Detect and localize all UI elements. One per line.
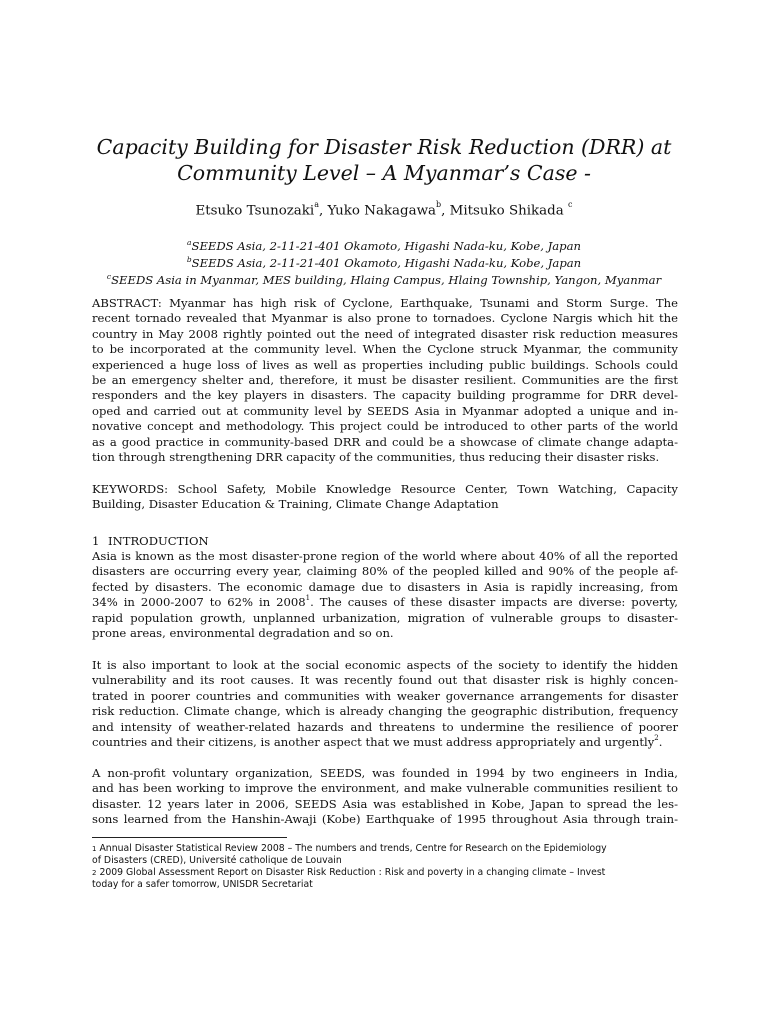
paragraph-line: prone areas, environmental degradation and so on. [92, 625, 394, 640]
title-line-2: Community Level – A Myanmar’s Case - [177, 161, 591, 185]
line-text: 34% in 2000-2007 to 62% in 2008 [92, 595, 306, 610]
keywords-line: KEYWORDS: School Safety, Mobile Knowledge Resource Center, Town Watching, Capacity [92, 482, 678, 496]
paper-title [80, 134, 688, 186]
footnote [92, 867, 678, 879]
paragraph-line: trated in poorer countries and communities with weaker governance arrangements for disaster [92, 688, 678, 703]
author-list: Etsuko Tsunozaki$^a$, Yuko Nakagawa$^b$, Mitsuko Shikada $^c$ [195, 200, 573, 219]
paragraph-line: A non-profit voluntary organization, SEEDS, was founded in 1994 by two engineers in India, [92, 766, 678, 780]
affiliation [0, 253, 768, 270]
affiliation [0, 236, 768, 253]
footnote-text: today for a safer tomorrow, UNISDR Secretariat [92, 879, 313, 890]
abstract-line: novative concept and methodology. This project could be introduced to other parts of the world [92, 419, 678, 434]
author-affil-mark: a [314, 200, 319, 209]
affiliation-text: SEEDS Asia, 2-11-21-401 Okamoto, Higashi Nada-ku, Kobe, Japan [191, 238, 581, 253]
footnotes [92, 843, 678, 891]
abstract [92, 296, 678, 465]
footnote [92, 843, 678, 855]
footnote-divider [92, 837, 287, 838]
abstract-line: to be incorporated at the community level. When the Cyclone struck Myanmar, the community [92, 342, 678, 357]
section-number: 1 [92, 534, 100, 548]
paragraph-line [92, 735, 678, 750]
keywords [92, 482, 678, 513]
abstract-line: as a good practice in community-based DRR and could be a showcase of climate change adapta- [92, 434, 678, 449]
paragraph-line: rapid population growth, unplanned urbanization, migration of vulnerable groups to disaster- [92, 610, 678, 625]
author-affil-mark: b [436, 200, 442, 209]
keywords-line: Building, Disaster Education & Training, Climate Change Adaptation [92, 497, 499, 512]
intro-paragraph-3 [92, 766, 678, 828]
paragraph-line: Asia is known as the most disaster-prone region of the world where about 40% of all the reported [92, 549, 678, 563]
abstract-line: country in May 2008 rightly pointed out the need of integrated disaster risk reduction measures [92, 326, 678, 341]
footnote [92, 879, 678, 891]
section-heading [92, 534, 209, 548]
abstract-line: experienced a huge loss of lives as well as properties including public buildings. Schools could [92, 357, 678, 372]
abstract-line: ABSTRACT: Myanmar has high risk of Cyclone, Earthquake, Tsunami and Storm Surge. The [92, 296, 678, 310]
paragraph-line: disasters are occurring every year, claiming 80% of the peopled killed and 90% of the people af- [92, 564, 678, 579]
paragraph-line [92, 595, 678, 610]
affiliation-text: SEEDS Asia, 2-11-21-401 Okamoto, Higashi Nada-ku, Kobe, Japan [191, 255, 582, 270]
paragraph-line: It is also important to look at the social economic aspects of the society to identify the hidden [92, 658, 678, 672]
author-name: Mitsuko Shikada [449, 203, 564, 219]
line-text: . The causes of these disaster impacts are diverse: poverty, [310, 595, 678, 610]
paragraph-line: and intensity of weather-related hazards and threatens to undermine the resilience of poorer [92, 719, 678, 734]
paragraph-line: disaster. 12 years later in 2006, SEEDS Asia was established in Kobe, Japan to spread the les- [92, 796, 678, 811]
footnote-text: of Disasters (CRED), Université catholique de Louvain [92, 855, 342, 866]
footnote-ref[interactable]: 2 [654, 734, 659, 743]
affiliations [0, 236, 768, 287]
affiliation-text: SEEDS Asia in Myanmar, MES building, Hlaing Campus, Hlaing Township, Yangon, Myanmar [111, 272, 662, 287]
affiliation [0, 270, 768, 287]
affiliation-mark: a [187, 238, 192, 247]
author-name: Etsuko Tsunozaki [195, 203, 315, 219]
paragraph-line: fected by disasters. The economic damage due to disasters in Asia is rapidly increasing, from [92, 579, 678, 594]
author-affil-mark: c [567, 200, 573, 209]
intro-paragraph-2 [92, 658, 678, 750]
abstract-line: tion through strengthening DRR capacity of the communities, thus reducing their disaster risks. [92, 449, 660, 464]
line-text: countries and their citizens, is another aspect that we must address appropriately and urgently [92, 734, 655, 749]
section-title: INTRODUCTION [108, 534, 209, 548]
affiliation-mark: b [186, 255, 192, 265]
title-line-1: Capacity Building for Disaster Risk Reduction (DRR) at [96, 135, 672, 159]
footnote-mark: 2 [92, 869, 97, 877]
footnote [92, 855, 678, 867]
paragraph-line: and has been working to improve the environment, and make vulnerable communities resilient to [92, 781, 678, 796]
abstract-line: responders and the key players in disasters. The capacity building programme for DRR devel- [92, 388, 678, 403]
paragraph-line: risk reduction. Climate change, which is already changing the geographic distribution, frequency [92, 704, 678, 719]
footnote-text: 2009 Global Assessment Report on Disaster Risk Reduction : Risk and poverty in a changing climate – Invest [99, 867, 606, 878]
footnote-mark: 1 [92, 845, 97, 853]
footnote-ref[interactable]: 1 [305, 594, 311, 603]
line-text: . [658, 734, 663, 749]
abstract-line: be an emergency shelter and, therefore, it must be disaster resilient. Communities are the first [92, 372, 678, 387]
paragraph-line: sons learned from the Hanshin-Awaji (Kobe) Earthquake of 1995 throughout Asia through train- [92, 812, 678, 827]
author-name: Yuko Nakagawa [327, 203, 437, 219]
intro-paragraph-1 [92, 549, 678, 641]
paragraph-line: vulnerability and its root causes. It was recently found out that disaster risk is highly concen- [92, 673, 678, 688]
abstract-line: oped and carried out at community level by SEEDS Asia in Myanmar adopted a unique and in- [92, 403, 678, 418]
affiliation-mark: c [106, 272, 112, 282]
footnote-text: Annual Disaster Statistical Review 2008 – The numbers and trends, Centre for Research on the Epidemiology [99, 843, 607, 854]
abstract-line: recent tornado revealed that Myanmar is also prone to tornadoes. Cyclone Nargis which hit the [92, 311, 678, 326]
